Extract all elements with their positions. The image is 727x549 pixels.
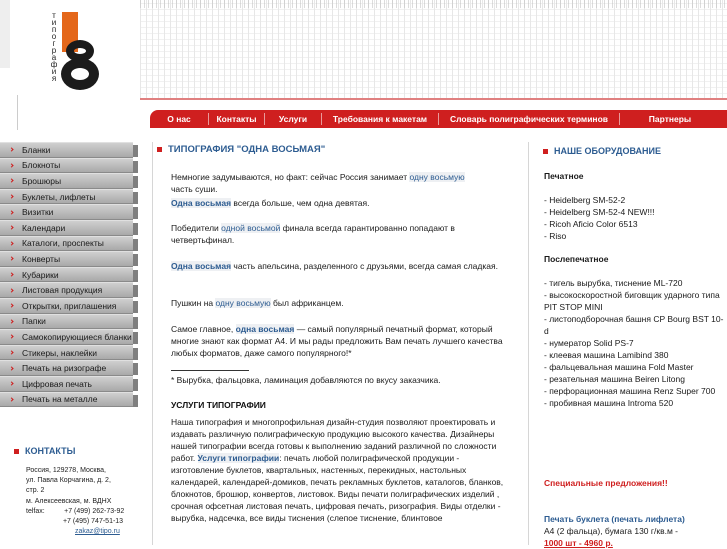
sidebar-item-shadow	[133, 270, 138, 282]
logo-letter: и	[51, 18, 57, 27]
equipment-item: - перфорационная машина Renz Super 700	[544, 386, 716, 396]
arrow-right-icon	[9, 366, 13, 370]
logo-letter: о	[51, 32, 57, 41]
nav-separator	[321, 113, 322, 125]
sidebar-item-shadow	[133, 145, 138, 157]
arrow-right-icon	[9, 226, 13, 230]
print-equipment-title: Печатное	[544, 171, 584, 181]
nav-item-about[interactable]: О нас	[167, 114, 191, 124]
arrow-right-icon	[9, 272, 13, 276]
services-heading: УСЛУГИ ТИПОГРАФИИ	[171, 400, 266, 410]
equipment-item: - высокоскоростной биговщик ударного типа PIT STOP MINI	[544, 290, 720, 312]
logo-letter: т	[52, 11, 56, 20]
special-offers-title: Специальные предложения!!	[544, 478, 668, 488]
sidebar-item[interactable]	[0, 345, 133, 361]
postprint-equipment-list	[544, 277, 724, 409]
contact-line: +7 (495) 747-51-13	[26, 518, 124, 525]
sidebar-item[interactable]	[0, 314, 133, 330]
page-title-text: ТИПОГРАФИЯ "ОДНА ВОСЬМАЯ"	[168, 144, 326, 155]
sidebar-item-label: Буклеты, лифлеты	[22, 191, 96, 202]
equipment-item: - Heidelberg SM-52-4 NEW!!!	[544, 207, 655, 217]
sidebar-item-label: Листовая продукция	[22, 285, 103, 296]
page-title	[157, 144, 325, 155]
contact-line: Россия, 129278, Москва,	[26, 467, 106, 474]
nav-item-contacts[interactable]: Контакты	[216, 114, 257, 124]
arrow-right-icon	[9, 241, 13, 245]
sidebar-item-shadow	[133, 223, 138, 235]
contact-line: ул. Павла Корчагина, д. 2,	[26, 477, 111, 485]
equipment-heading	[543, 146, 661, 156]
arrow-right-icon	[9, 194, 13, 198]
paragraph-6	[171, 323, 511, 359]
paragraph-4	[171, 260, 511, 272]
sidebar-item[interactable]	[0, 173, 133, 189]
equipment-item: - Ricoh Aficio Color 6513	[544, 219, 638, 229]
link-one-eighth[interactable]: одну восьмую	[409, 172, 465, 182]
nav-item-requirements[interactable]: Требования к макетам	[332, 114, 428, 124]
sidebar-item[interactable]	[0, 329, 133, 345]
header-left-strip	[0, 0, 10, 68]
sidebar-item-label: Печать на металле	[22, 394, 98, 405]
contact-line: м. Алексеевская, м. ВДНХ	[26, 497, 112, 505]
sidebar-item[interactable]	[0, 251, 133, 267]
logo-eight-bottom[interactable]	[61, 58, 99, 90]
text: Самое главное,	[171, 324, 236, 334]
sidebar-item-shadow	[133, 239, 138, 251]
link-one-eighth[interactable]: одной восьмой	[221, 223, 281, 233]
sidebar-item-shadow	[133, 395, 138, 407]
sidebar-item-label: Папки	[22, 316, 46, 327]
nav-separator	[438, 113, 439, 125]
column-divider	[528, 142, 529, 545]
sidebar-item-label: Самокопирующиеся бланки	[22, 331, 132, 342]
text: Победители	[171, 223, 222, 233]
sidebar-menu	[0, 142, 138, 407]
paragraph-2	[171, 197, 511, 209]
sidebar-item-label: Конверты	[22, 253, 61, 264]
sidebar-item[interactable]	[0, 189, 133, 205]
text: Пушкин на	[171, 298, 216, 308]
arrow-right-icon	[9, 319, 13, 323]
equipment-item: - Heidelberg SM-52-2	[544, 195, 626, 205]
link-one-eighth[interactable]: Одна восьмая	[171, 198, 232, 208]
services-paragraph	[171, 416, 506, 524]
equipment-item: - листоподборочная башня CP Bourg BST 10-d	[544, 314, 724, 336]
sidebar-item-label: Стикеры, наклейки	[22, 347, 98, 358]
arrow-right-icon	[9, 382, 13, 386]
text: Немногие задумываются, но факт: сейчас Россия занимает	[171, 172, 410, 182]
sidebar-item-label: Цифровая печать	[22, 378, 92, 389]
logo-letter: г	[52, 39, 56, 48]
sidebar-item-label: Открытки, приглашения	[22, 300, 117, 311]
arrow-right-icon	[9, 210, 13, 214]
equipment-item: - фальцевальная машина Fold Master	[544, 362, 694, 372]
offer-link[interactable]: Печать буклета (печать лифлета)	[544, 514, 685, 524]
offer-price[interactable]: 1000 шт - 4960 р.	[544, 538, 613, 548]
link-one-eighth[interactable]: Одна восьмая	[171, 261, 232, 271]
sidebar-item-shadow	[133, 317, 138, 329]
paragraph-5	[171, 297, 511, 309]
text: — самый популярный печатный формат, который многие знают как формат А4. И мы рады предложить Вам печать лучшего качества любых форматов, даже самого популярного!*	[171, 324, 503, 358]
contacts-heading	[14, 446, 75, 456]
sidebar-item-label: Бланки	[22, 144, 51, 155]
sidebar-item-shadow	[133, 301, 138, 313]
sidebar-item[interactable]	[0, 360, 133, 376]
header-ruler-decoration	[140, 0, 727, 8]
sidebar-item-shadow	[133, 192, 138, 204]
sidebar-item[interactable]	[0, 220, 133, 236]
sidebar-item-label: Печать на ризографе	[22, 363, 107, 374]
arrow-right-icon	[9, 257, 13, 261]
header-divider	[17, 95, 18, 130]
sidebar-item[interactable]	[0, 267, 133, 283]
offer-detail: А4 (2 фальца), бумага 130 г/кв.м -	[544, 526, 678, 536]
equipment-item: - нумератор Solid PS-7	[544, 338, 634, 348]
arrow-right-icon	[9, 179, 13, 183]
arrow-right-icon	[9, 397, 13, 401]
text: : печать любой полиграфической продукции - изготовление буклетов, квартальных, настенных, перекидных, настольных календарей, календарей-домиков, печать рекламных буклетов, каталогов, бланков, блокнотов, брошюр, конвертов, листовок. Виды печати полиграфических изделий , срочная офсетная листовая печать, цифровая печать, ризография. Виды отделки - вырубка, надсечка, все виды тиснения (слепое тиснение, блинтовое	[171, 453, 504, 523]
bullet-icon	[543, 149, 548, 154]
sidebar-item[interactable]	[0, 298, 133, 314]
contact-line: telfax: +7 (499) 262-73-92	[26, 507, 125, 515]
paragraph-3	[171, 222, 511, 246]
sidebar-item[interactable]	[0, 236, 133, 252]
link-one-eighth[interactable]: одна восьмая	[235, 324, 295, 334]
link-services[interactable]: Услуги типографии	[197, 453, 280, 463]
sidebar-item-label: Календари	[22, 222, 66, 233]
sidebar-item-label: Кубарики	[22, 269, 59, 280]
print-equipment-list	[544, 194, 724, 242]
nav-separator	[264, 113, 265, 125]
text: часть апельсина, разделенного с друзьями, всегда самая сладкая.	[231, 261, 498, 271]
nav-item-glossary[interactable]: Словарь полиграфических терминов	[450, 114, 608, 124]
sidebar-item[interactable]	[0, 158, 133, 174]
nav-item-services[interactable]: Услуги	[278, 114, 308, 124]
postprint-equipment-title: Послепечатное	[544, 254, 609, 264]
nav-separator	[208, 113, 209, 125]
equipment-item: - тигель вырубка, тиснение ML-720	[544, 278, 683, 288]
arrow-right-icon	[9, 148, 13, 152]
contact-line: стр. 2	[26, 487, 45, 495]
column-divider	[152, 142, 153, 545]
header-red-line	[140, 98, 727, 100]
logo-letter: я	[51, 74, 57, 83]
sidebar-item-label: Каталоги, проспекты	[22, 238, 104, 249]
arrow-right-icon	[9, 288, 13, 292]
paragraph-1	[171, 171, 511, 195]
sidebar-item[interactable]	[0, 376, 133, 392]
text: финала всегда гарантированно попадают в четвертьфинал.	[171, 223, 455, 245]
sidebar-item[interactable]	[0, 282, 133, 298]
equipment-item: - резательная машина Beiren Litong	[544, 374, 685, 384]
sidebar-item-label: Визитки	[22, 207, 54, 218]
sidebar-item-shadow	[133, 363, 138, 375]
sidebar-item-shadow	[133, 207, 138, 219]
logo-vertical-text	[48, 12, 60, 90]
special-offer	[544, 513, 724, 549]
footnote-divider	[171, 370, 249, 371]
nav-item-partners[interactable]: Партнеры	[648, 114, 692, 124]
sidebar-item-shadow	[133, 254, 138, 266]
top-nav	[150, 110, 727, 128]
sidebar-item-shadow	[133, 285, 138, 297]
equipment-item: - пробивная машина Introma 520	[544, 398, 674, 408]
text: часть суши.	[171, 184, 218, 194]
sidebar-item-shadow	[133, 161, 138, 173]
text: был африканцем.	[270, 298, 344, 308]
arrow-right-icon	[9, 335, 13, 339]
logo-letter: ф	[50, 60, 58, 69]
nav-separator	[619, 113, 620, 125]
logo-letter: п	[51, 25, 57, 34]
sidebar-item[interactable]	[0, 204, 133, 220]
logo-letter: р	[51, 46, 57, 55]
text: Наша типография и многопрофильная дизайн-студия позволяют проектировать и издавать различную полиграфическую продукцию высокого качества. Дизайнеры нашей типографии всегда готовы к выполнению заданий различной по сложности работ.	[171, 417, 497, 463]
sidebar-item[interactable]	[0, 392, 133, 408]
arrow-right-icon	[9, 163, 13, 167]
sidebar-item-label: Блокноты	[22, 160, 61, 171]
contact-email-link[interactable]: zakaz@tipo.ru	[75, 528, 120, 536]
contacts-title: КОНТАКТЫ	[25, 446, 76, 456]
equipment-title: НАШЕ ОБОРУДОВАНИЕ	[554, 146, 661, 156]
logo-letter: и	[51, 67, 57, 76]
logo-letter: а	[51, 53, 57, 62]
sidebar-item-shadow	[133, 176, 138, 188]
arrow-right-icon	[9, 350, 13, 354]
header-grid-decoration	[140, 0, 727, 100]
sidebar-item-label: Брошюры	[22, 175, 62, 186]
equipment-item: - клеевая машина Lamibind 380	[544, 350, 669, 360]
arrow-right-icon	[9, 304, 13, 308]
sidebar-item-shadow	[133, 379, 138, 391]
footnote: * Вырубка, фальцовка, ламинация добавляются по вкусу заказчика.	[171, 375, 441, 385]
sidebar-item-shadow	[133, 348, 138, 360]
bullet-icon	[157, 147, 162, 152]
bullet-icon	[14, 449, 19, 454]
sidebar-item-shadow	[133, 332, 138, 344]
sidebar-item[interactable]	[0, 142, 133, 158]
link-one-eighth[interactable]: одну восьмую	[215, 298, 271, 308]
text: всегда больше, чем одна девятая.	[231, 198, 370, 208]
equipment-item: - Riso	[544, 231, 567, 241]
